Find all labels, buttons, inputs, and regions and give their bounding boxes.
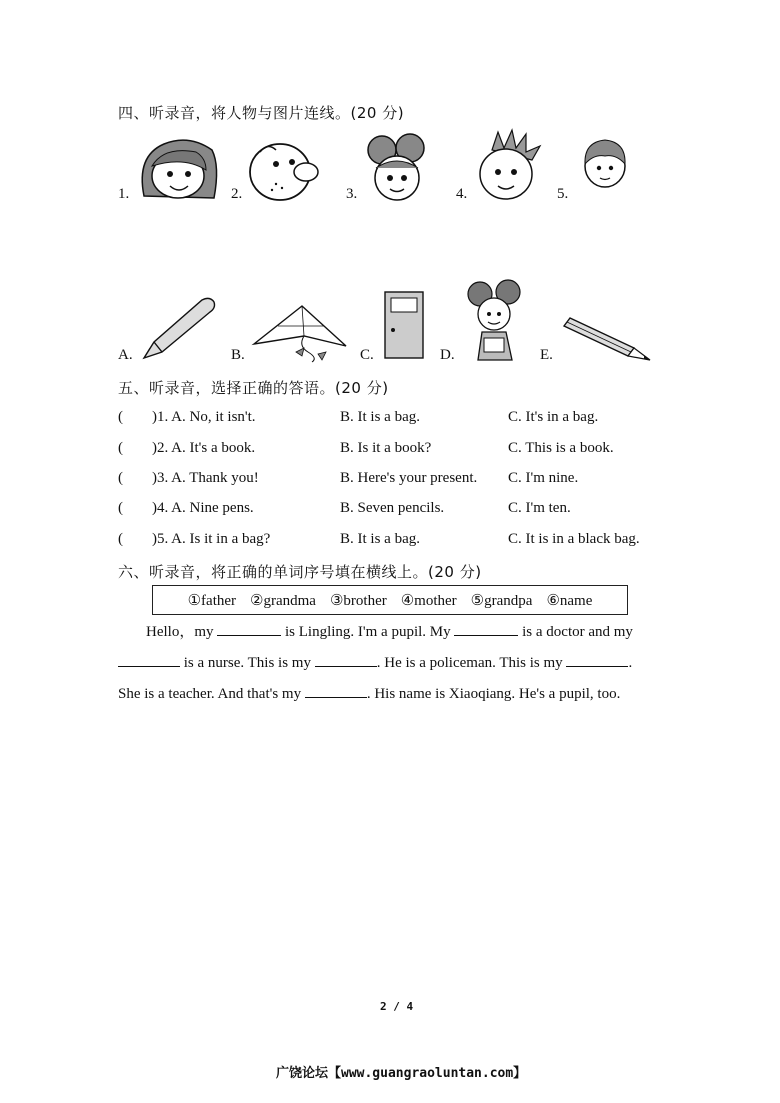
option-c: C. It is in a black bag. bbox=[508, 531, 640, 547]
word-option: ①father bbox=[187, 592, 237, 609]
object-label-a: A. bbox=[118, 347, 133, 363]
passage-text: is a doctor and my bbox=[522, 624, 633, 640]
word-option: ④mother bbox=[400, 592, 457, 609]
face-label-2: 2. bbox=[231, 186, 243, 202]
option-a: )3. A. Thank you! bbox=[152, 470, 259, 486]
face-label-1: 1. bbox=[118, 186, 130, 202]
object-label-e: E. bbox=[540, 347, 553, 363]
face-label-5: 5. bbox=[557, 186, 569, 202]
word-option: ②grandma bbox=[250, 592, 316, 609]
passage-text: . His name is Xiaoqiang. He's a pupil, too. bbox=[366, 686, 621, 702]
object-label-c: C. bbox=[360, 347, 374, 363]
face-label-4: 4. bbox=[456, 186, 468, 202]
answer-bracket[interactable]: ( bbox=[118, 470, 123, 486]
object-label-d: D. bbox=[440, 347, 455, 363]
passage-text: Hello，my bbox=[146, 624, 214, 640]
option-c: C. I'm nine. bbox=[508, 470, 579, 486]
section5-title: 五、听录音，选择正确的答语。(20 分) bbox=[118, 379, 389, 397]
option-c: C. It's in a bag. bbox=[508, 409, 599, 425]
passage-text: She is a teacher. And that's my bbox=[118, 686, 302, 702]
footer-site[interactable]: 广饶论坛【www.guangraoluntan.com】 bbox=[276, 1066, 527, 1081]
baby-face-icon bbox=[246, 138, 322, 202]
word-bank bbox=[152, 585, 628, 615]
answer-bracket[interactable]: ( bbox=[118, 500, 123, 516]
answer-bracket[interactable]: ( bbox=[118, 440, 123, 456]
passage-line-2 bbox=[118, 648, 632, 679]
boy-face-icon bbox=[580, 136, 630, 190]
option-c: C. This is a book. bbox=[508, 440, 614, 456]
answer-blank-2[interactable] bbox=[454, 623, 518, 636]
passage-text: . He is a policeman. This is my bbox=[376, 655, 563, 671]
answer-blank-1[interactable] bbox=[217, 623, 281, 636]
word-option: ⑤grandpa bbox=[470, 592, 533, 609]
answer-bracket[interactable]: ( bbox=[118, 409, 123, 425]
door-icon bbox=[383, 290, 425, 360]
option-c: C. I'm ten. bbox=[508, 500, 571, 516]
kite-icon bbox=[252, 302, 348, 362]
girl-face-icon bbox=[134, 136, 220, 202]
object-label-b: B. bbox=[231, 347, 245, 363]
option-b: B. Is it a book? bbox=[340, 440, 432, 456]
answer-blank-6[interactable] bbox=[305, 685, 367, 698]
option-a: )4. A. Nine pens. bbox=[152, 500, 254, 516]
passage-text: is a nurse. This is my bbox=[183, 655, 311, 671]
answer-blank-5[interactable] bbox=[566, 654, 628, 667]
option-b: B. Here's your present. bbox=[340, 470, 478, 486]
option-b: B. It is a bag. bbox=[340, 409, 420, 425]
option-a: )1. A. No, it isn't. bbox=[152, 409, 256, 425]
word-option: ③brother bbox=[329, 592, 387, 609]
passage-line-1 bbox=[146, 617, 633, 648]
girl-with-book-icon bbox=[466, 280, 522, 364]
curly-girl-face-icon bbox=[364, 134, 430, 202]
passage-line-3 bbox=[118, 679, 620, 710]
section6-title: 六、听录音，将正确的单词序号填在横线上。(20 分) bbox=[118, 563, 482, 581]
spiky-boy-face-icon bbox=[472, 130, 546, 202]
option-b: B. It is a bag. bbox=[340, 531, 420, 547]
option-a: )5. A. Is it in a bag? bbox=[152, 531, 271, 547]
face-label-3: 3. bbox=[346, 186, 358, 202]
pen-icon bbox=[138, 296, 218, 362]
option-a: )2. A. It's a book. bbox=[152, 440, 256, 456]
passage-text: . bbox=[628, 655, 633, 671]
answer-bracket[interactable]: ( bbox=[118, 531, 123, 547]
section4-title: 四、听录音，将人物与图片连线。(20 分) bbox=[118, 104, 405, 122]
pencil-icon bbox=[560, 314, 652, 364]
option-b: B. Seven pencils. bbox=[340, 500, 445, 516]
answer-blank-3[interactable] bbox=[118, 654, 180, 667]
passage-text: is Lingling. I'm a pupil. My bbox=[285, 624, 451, 640]
answer-blank-4[interactable] bbox=[315, 654, 377, 667]
word-option: ⑥name bbox=[546, 592, 593, 609]
page-number: 2 / 4 bbox=[380, 1000, 414, 1013]
